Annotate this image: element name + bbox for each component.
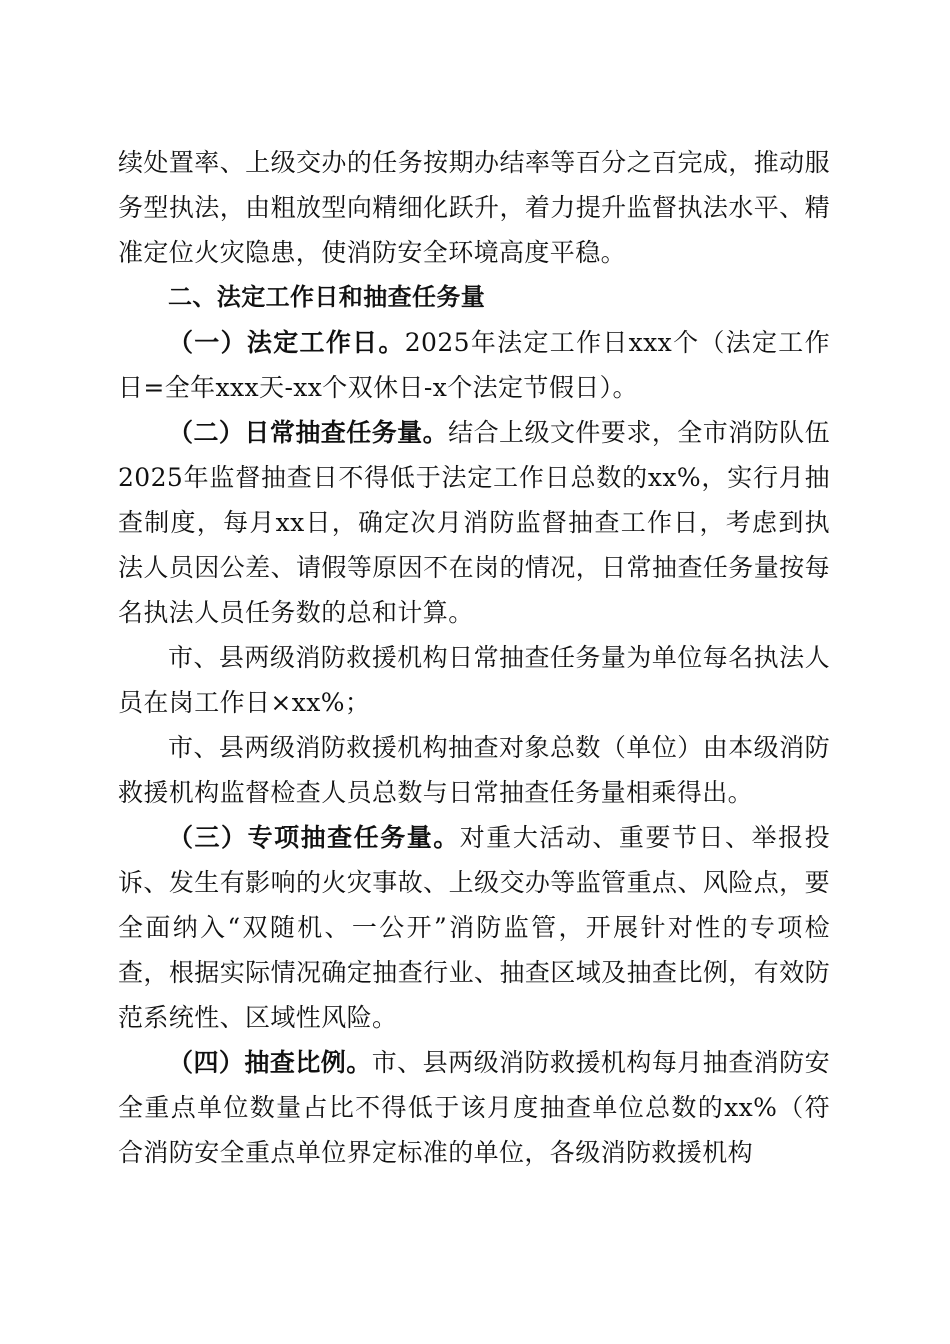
paragraph-lead: （一）法定工作日。 [168, 328, 405, 357]
paragraph-text: 续处置率、上级交办的任务按期办结率等百分之百完成，推动服务型执法，由粗放型向精细化跃升，着力提升监督执法水平、精准定位火灾隐患，使消防安全环境高度平稳。 [118, 148, 830, 267]
paragraph-special-tasks [118, 815, 830, 1040]
paragraph-daily-tasks-rule-2 [118, 725, 830, 815]
paragraph-legal-workdays [118, 320, 830, 410]
paragraph-text: 市、县两级消防救援机构日常抽查任务量为单位每名执法人员在岗工作日×xx%； [118, 643, 830, 717]
paragraph-daily-tasks [118, 410, 830, 635]
paragraph-daily-tasks-rule-1 [118, 635, 830, 725]
paragraph-lead: （三）专项抽查任务量。 [168, 823, 460, 852]
paragraph-text: 市、县两级消防救援机构每月抽查消防安全重点单位数量占比不得低于该月度抽查单位总数的xx%（符合消防安全重点单位界定标准的单位，各级消防救援机构 [118, 1048, 831, 1167]
paragraph-text: 结合上级文件要求，全市消防队伍2025年监督抽查日不得低于法定工作日总数的xx%，实行月抽查制度，每月xx日，确定次月消防监督抽查工作日，考虑到执法人员因公差、请假等原因不在岗的情况，日常抽查任务量按每名执法人员任务数的总和计算。 [118, 418, 830, 627]
paragraph-lead: （二）日常抽查任务量。 [168, 418, 449, 447]
section-heading [118, 275, 830, 320]
paragraph-ratio [118, 1040, 830, 1175]
paragraph-text: 对重大活动、重要节日、举报投诉、发生有影响的火灾事故、上级交办等监管重点、风险点，要全面纳入“双随机、一公开”消防监管，开展针对性的专项检查，根据实际情况确定抽查行业、抽查区域及抽查比例，有效防范系统性、区域性风险。 [118, 823, 830, 1032]
document-body [118, 140, 830, 1175]
paragraph-intro-continuation [118, 140, 830, 275]
section-heading-text: 二、法定工作日和抽查任务量 [168, 283, 486, 311]
paragraph-text: 2025年法定工作日xxx个（法定工作日=全年xxx天-xx个双休日-x个法定节假日）。 [118, 328, 830, 402]
paragraph-lead: （四）抽查比例。 [168, 1048, 372, 1077]
paragraph-text: 市、县两级消防救援机构抽查对象总数（单位）由本级消防救援机构监督检查人员总数与日常抽查任务量相乘得出。 [118, 733, 830, 807]
